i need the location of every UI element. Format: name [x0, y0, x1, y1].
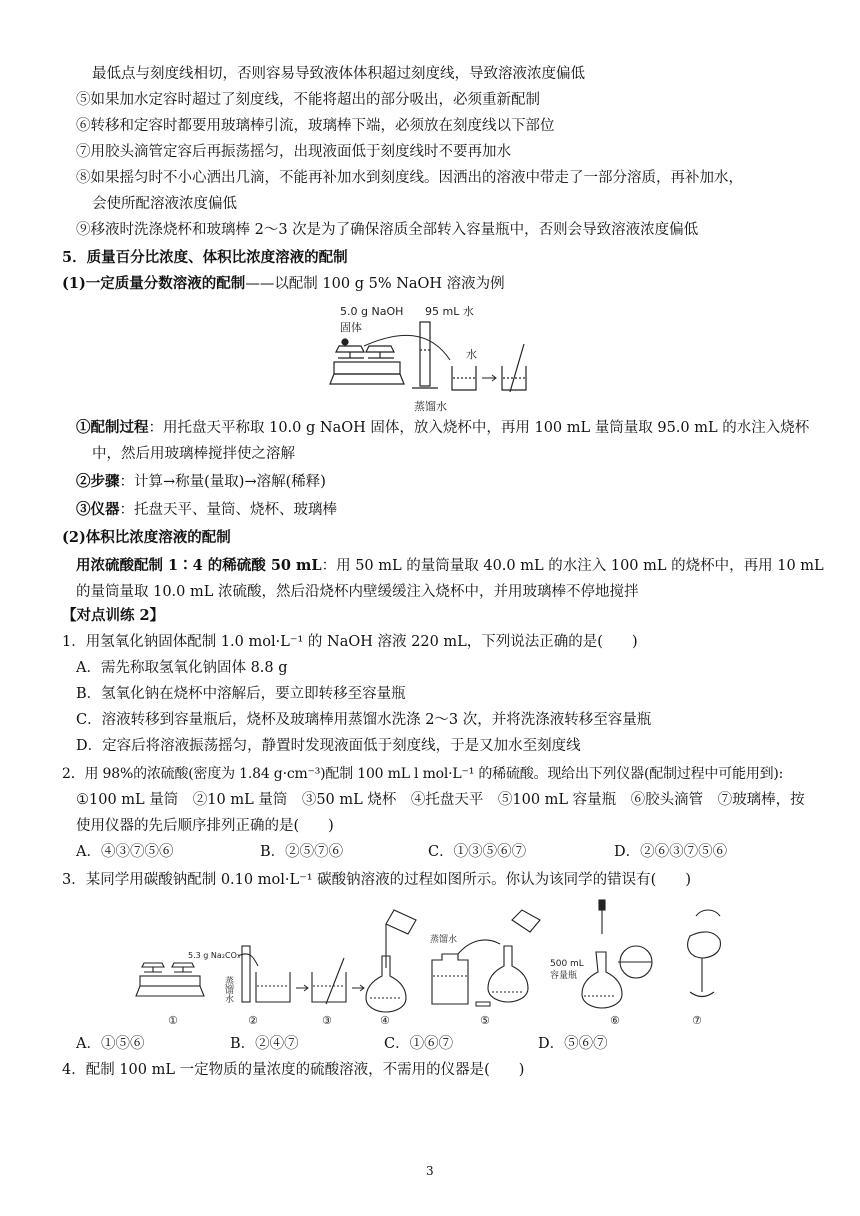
fig1-label-water: 水 — [466, 348, 477, 361]
subsection-title-text: (1)一定质量分数溶液的配制 — [62, 275, 246, 292]
fig1-label-water95: 95 mL 水 — [425, 305, 474, 318]
fig1-label-solid: 固体 — [340, 321, 362, 334]
steps-para — [76, 472, 326, 492]
arrow-icon — [352, 985, 364, 991]
beaker-stirring-icon — [312, 958, 346, 1004]
note-line: 最低点与刻度线相切，否则容易导致液体体积超过刻度线，导致溶液浓度偏低 — [92, 66, 585, 82]
arrow-icon — [364, 335, 450, 360]
stopper-icon — [476, 1002, 490, 1006]
fig3-step-1: ① — [168, 1014, 178, 1027]
pour-into-flask-icon — [366, 910, 416, 1012]
beaker-icon — [452, 366, 476, 390]
steps-label: ②步骤 — [76, 473, 120, 490]
fig3-label-na2co3: 5.3 g Na₂CO₃ — [188, 951, 241, 960]
q1-option-c: C．溶液转移到容量瓶后，烧杯及玻璃棒用蒸馏水洗涤 2～3 次，并将洗涤液转移至容量瓶 — [76, 712, 652, 728]
q2-option-c: C．①③⑤⑥⑦ — [428, 844, 527, 860]
q3-option-a: A．①⑤⑥ — [76, 1036, 145, 1052]
arrow-icon — [238, 954, 258, 966]
process-label: ①配制过程 — [76, 419, 149, 436]
na2co3-preparation-figure — [130, 896, 730, 1030]
page-number: 3 — [426, 1164, 434, 1178]
subsection-title-suffix: ——以配制 100 g 5% NaOH 溶液为例 — [245, 276, 505, 292]
note-line: ⑥转移和定容时都要用玻璃棒引流，玻璃棒下端，必须放在刻度线以下部位 — [76, 118, 555, 134]
balance-icon — [136, 963, 204, 996]
q3-option-b: B．②④⑦ — [230, 1036, 299, 1052]
dropper-flask-icon — [582, 900, 652, 1008]
q1-option-d: D．定容后将溶液振荡摇匀，静置时发现液面低于刻度线，于是又加水至刻度线 — [76, 738, 581, 754]
fig1-label-naoh: 5.0 g NaOH — [340, 305, 404, 318]
q3-options — [76, 1034, 696, 1054]
volume-ratio-para-cont: 的量筒量取 10.0 mL 浓硫酸，然后沿烧杯内壁缓缓注入烧杯中，并用玻璃棒不停地搅拌 — [76, 584, 639, 600]
note-line: ⑤如果加水定容时超过了刻度线，不能将超出的部分吸出，必须重新配制 — [76, 92, 540, 108]
instruments-text: ：托盘天平、量筒、烧杯、玻璃棒 — [119, 502, 337, 518]
graduated-cylinder-icon — [412, 322, 438, 388]
volume-ratio-para — [76, 556, 824, 576]
beaker-icon — [256, 972, 290, 1002]
question-2-line2: ①100 mL 量筒 ②10 mL 量筒 ③50 mL 烧杯 ④托盘天平 ⑤100 mL 容量瓶 ⑥胶头滴管 ⑦玻璃棒，按 — [76, 792, 805, 808]
q2-options — [76, 842, 776, 862]
fig3-step-6: ⑥ — [610, 1014, 620, 1027]
shake-flask-icon — [688, 910, 721, 997]
steps-text: ：计算→称量(量取)→溶解(稀释) — [119, 474, 326, 490]
section-title: 5．质量百分比浓度、体积比浓度溶液的配制 — [62, 249, 348, 266]
question-2-line3: 使用仪器的先后顺序排列正确的是( ) — [76, 818, 334, 834]
beaker-stirring-icon — [502, 344, 526, 392]
process-text: ：用托盘天平称取 10.0 g NaOH 固体，放入烧杯中，再用 100 mL 量筒量取 95.0 mL 的水注入烧杯 — [148, 420, 810, 436]
fig3-label-500ml: 500 mL — [550, 959, 584, 969]
naoh-preparation-figure — [320, 300, 540, 416]
fig3-step-4: ④ — [380, 1014, 390, 1027]
note-line: ⑨移液时洗涤烧杯和玻璃棒 2～3 次是为了确保溶质全部转入容量瓶中，否则会导致溶液浓度偏低 — [76, 222, 699, 238]
instruments-para — [76, 500, 337, 520]
q2-option-d: D．②⑥③⑦⑤⑥ — [614, 844, 728, 860]
fig3-label-distilled-vertical: 蒸馏水 — [223, 976, 233, 1003]
volume-ratio-text: ：用 50 mL 的量筒量取 40.0 mL 的水注入 100 mL 的烧杯中，再用 10 mL — [321, 558, 824, 574]
process-para — [76, 418, 809, 438]
arrow-icon — [482, 375, 496, 381]
volume-ratio-label: 用浓硫酸配制 1∶4 的稀硫酸 50 mL — [76, 557, 322, 574]
note-line: 会使所配溶液浓度偏低 — [92, 196, 237, 212]
q3-option-d: D．⑤⑥⑦ — [538, 1036, 608, 1052]
instruments-label: ③仪器 — [76, 501, 120, 518]
volumetric-flask-icon — [488, 910, 540, 1002]
fig3-label-distilled: 蒸馏水 — [430, 935, 458, 945]
question-3: 3．某同学用碳酸钠配制 0.10 mol·L⁻¹ 碳酸钠溶液的过程如图所示。你认为该同学的错误有( ) — [62, 872, 691, 888]
practice-heading: 【对点训练 2】 — [62, 607, 165, 624]
fig3-step-7: ⑦ — [692, 1014, 702, 1027]
subsection-title: (2)体积比浓度溶液的配制 — [62, 529, 231, 546]
fig3-step-3: ③ — [322, 1014, 332, 1027]
fig3-step-2: ② — [248, 1014, 258, 1027]
q2-option-a: A．④③⑦⑤⑥ — [76, 844, 174, 860]
fig3-label-volumetric-flask: 容量瓶 — [550, 971, 578, 981]
q3-option-c: C．①⑥⑦ — [384, 1036, 454, 1052]
fig3-step-5: ⑤ — [480, 1014, 490, 1027]
subsection-title — [62, 274, 505, 294]
note-line: ⑧如果摇匀时不小心洒出几滴，不能再补加水到刻度线。因洒出的溶液中带走了一部分溶质，再补加水， — [76, 170, 743, 186]
question-4: 4．配制 100 mL 一定物质的量浓度的硫酸溶液，不需用的仪器是( ) — [62, 1062, 525, 1078]
balance-icon — [330, 339, 404, 384]
q1-option-b: B．氢氧化钠在烧杯中溶解后，要立即转移至容量瓶 — [76, 686, 406, 702]
arrow-icon — [296, 985, 308, 991]
fig1-label-distilled: 蒸馏水 — [414, 400, 447, 413]
question-2: 2．用 98%的浓硫酸(密度为 1.84 g·cm⁻³)配制 100 mL l mol·L⁻¹ 的稀硫酸。现给出下列仪器(配制过程中可能用到): — [62, 766, 784, 782]
question-1: 1．用氢氧化钠固体配制 1.0 mol·L⁻¹ 的 NaOH 溶液 220 mL，下列说法正确的是( ) — [62, 634, 638, 650]
q2-option-b: B．②⑤⑦⑥ — [260, 844, 344, 860]
q1-option-a: A．需先称取氢氧化钠固体 8.8 g — [76, 660, 288, 676]
note-line: ⑦用胶头滴管定容后再振荡摇匀，出现液面低于刻度线时不要再加水 — [76, 144, 511, 160]
process-para-cont: 中，然后用玻璃棒搅拌使之溶解 — [92, 446, 295, 462]
